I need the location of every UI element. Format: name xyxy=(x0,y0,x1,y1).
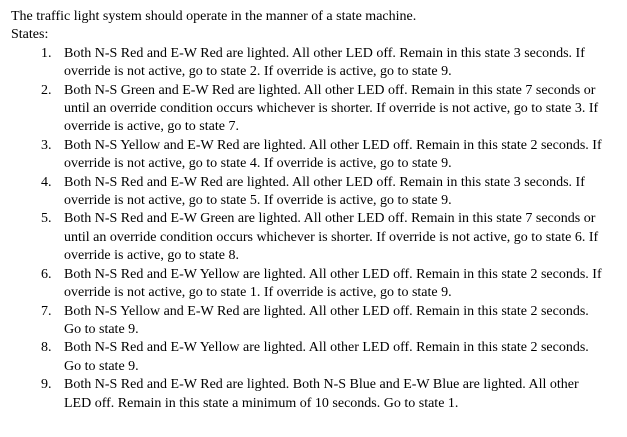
state-description: Both N-S Red and E-W Green are lighted. All other LED off. Remain in this state 7 seconds or until an override condition occurs whichever is shorter. If override is not active, go to state 6. If override is active, go to state 8. xyxy=(64,211,599,264)
state-description: Both N-S Red and E-W Yellow are lighted. All other LED off. Remain in this state 2 seconds. If override is not active, go to state 1. If override is active, go to state 9. xyxy=(64,266,602,301)
state-number: 7. xyxy=(41,303,52,319)
state-item-8 xyxy=(11,339,611,376)
state-number: 4. xyxy=(41,174,52,190)
state-description: Both N-S Red and E-W Red are lighted. Both N-S Blue and E-W Blue are lighted. All other LED off. Remain in this state a minimum of 10 seconds. Go to state 1. xyxy=(64,377,579,411)
state-description: Both N-S Red and E-W Red are lighted. All other LED off. Remain in this state 3 seconds. If override is not active, go to state 2. If override is active, go to state 9. xyxy=(64,45,585,80)
state-description: Both N-S Green and E-W Red are lighted. All other LED off. Remain in this state 7 seconds or until an override condition occurs whichever is shorter. If override is not active, go to state 3. If override is active, go to state 7. xyxy=(64,82,599,135)
state-number: 2. xyxy=(41,82,52,98)
states-heading: States: xyxy=(11,27,49,43)
state-description: Both N-S Yellow and E-W Red are lighted. All other LED off. Remain in this state 2 seconds. Go to state 9. xyxy=(64,303,589,337)
intro-paragraph: The traffic light system should operate in the manner of a state machine. xyxy=(11,9,417,24)
states-list xyxy=(11,45,611,413)
state-item-7 xyxy=(11,303,611,340)
state-item-3 xyxy=(11,137,611,174)
state-description: Both N-S Red and E-W Red are lighted. All other LED off. Remain in this state 3 seconds. If override is not active, go to state 5. If override is active, go to state 9. xyxy=(64,174,585,209)
state-item-6 xyxy=(11,266,611,303)
state-item-5 xyxy=(11,210,611,265)
state-number: 5. xyxy=(41,211,52,227)
state-item-1 xyxy=(11,45,611,82)
state-description: Both N-S Yellow and E-W Red are lighted. All other LED off. Remain in this state 2 seconds. If override is not active, go to state 4. If override is active, go to state 9. xyxy=(64,137,602,172)
state-number: 8. xyxy=(41,340,52,356)
state-number: 9. xyxy=(41,377,52,393)
state-item-2 xyxy=(11,82,611,137)
state-item-4 xyxy=(11,174,611,211)
state-item-9 xyxy=(11,376,611,413)
state-number: 1. xyxy=(41,45,52,61)
state-description: Both N-S Red and E-W Yellow are lighted. All other LED off. Remain in this state 2 seconds. Go to state 9. xyxy=(64,340,589,374)
state-number: 3. xyxy=(41,137,52,153)
state-number: 6. xyxy=(41,266,52,282)
